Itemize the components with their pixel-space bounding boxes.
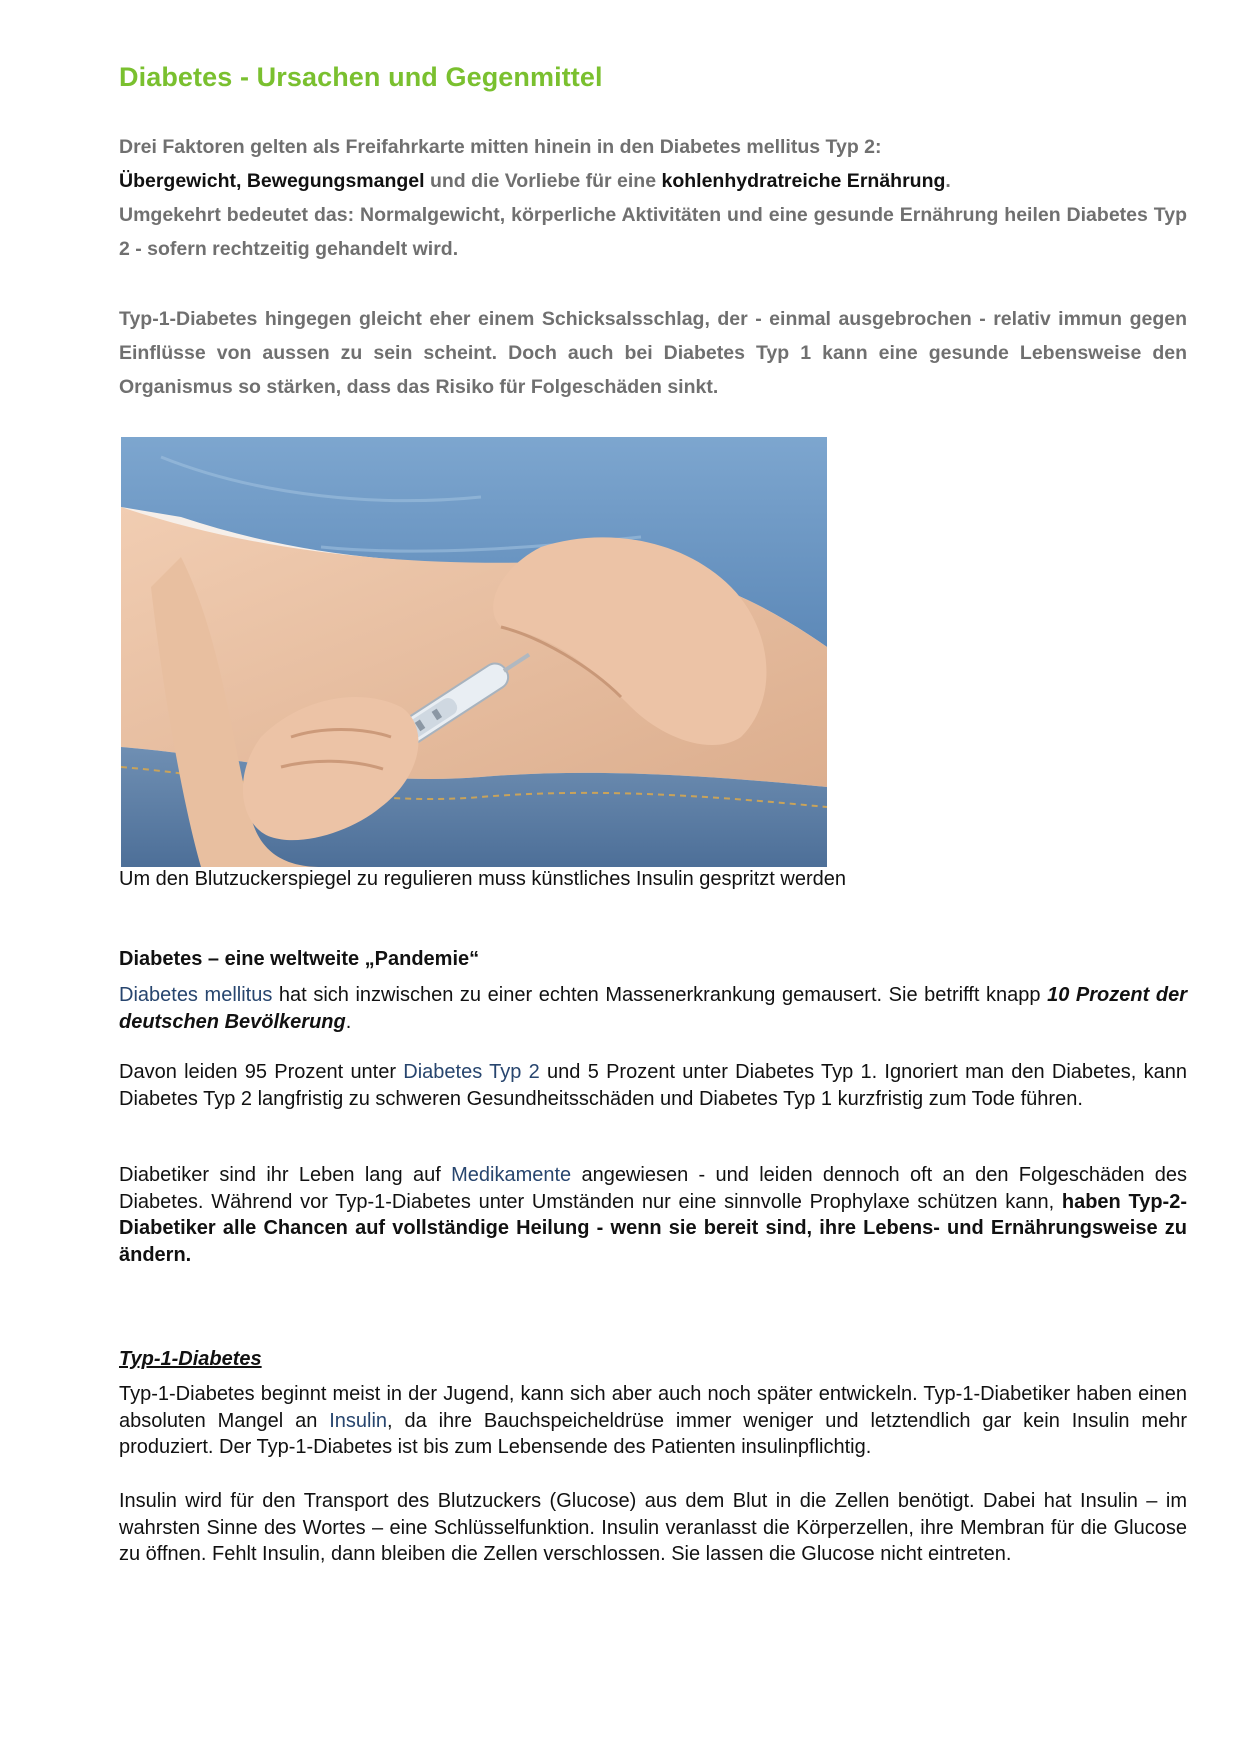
intro-period: . xyxy=(945,170,951,192)
section-heading-typ1: Typ-1-Diabetes xyxy=(119,1348,262,1370)
intro-factor-1: Übergewicht, Bewegungsmangel xyxy=(119,170,425,192)
link-diabetes-mellitus[interactable]: Diabetes mellitus xyxy=(119,984,273,1006)
page-title: Diabetes - Ursachen und Gegenmittel xyxy=(119,62,603,92)
pandemie-p2-b: und 5 Prozent unter Diabetes Typ 1. Ignoriert man den Diabetes, kann Diabetes Typ 2 langfristig zu schweren Gesundheitsschäden und Diabetes Typ 1 kurzfristig zum Tode führen. xyxy=(119,1061,1188,1110)
intro-mid: und die Vorliebe für eine xyxy=(424,170,662,192)
pandemie-paragraph-3 xyxy=(119,1162,1187,1268)
photo-caption: Um den Blutzuckerspiegel zu regulieren muss künstliches Insulin gespritzt werden xyxy=(119,868,847,890)
pandemie-p3-b: angewiesen - und leiden dennoch oft an den Folgeschäden des Diabetes. Während vor Typ-1-Diabetes unter Umständen nur eine sinnvolle Prophylaxe schützen kann, xyxy=(119,1164,1188,1213)
link-diabetes-typ-2[interactable]: Diabetes Typ 2 xyxy=(403,1061,540,1083)
pandemie-paragraph-1 xyxy=(119,982,1187,1035)
pandemie-p1-text: hat sich inzwischen zu einer echten Massenerkrankung gemausert. Sie betrifft knapp xyxy=(272,984,1048,1006)
typ1-p1-b: , da ihre Bauchspeicheldrüse immer weniger und letztendlich gar kein Insulin mehr produziert. Der Typ-1-Diabetes ist bis zum Lebensende des Patienten insulinpflichtig. xyxy=(119,1409,1188,1458)
typ1-p1-a: Typ-1-Diabetes beginnt meist in der Jugend, kann sich aber auch noch später entwickeln. Typ-1-Diabetiker haben einen absoluten Mangel an xyxy=(119,1383,1187,1432)
pandemie-paragraph-2 xyxy=(119,1059,1187,1112)
section-heading-pandemie: Diabetes – eine weltweite „Pandemie“ xyxy=(119,948,480,970)
pandemie-p3-bold: haben Typ-2-Diabetiker alle Chancen auf vollständige Heilung - wenn sie bereit sind, ihre Lebens- und Ernährungsweise zu ändern. xyxy=(119,1190,1187,1266)
pandemie-p1-emphasis: 10 Prozent der deutschen Bevölkerung xyxy=(119,984,1187,1033)
link-insulin[interactable]: Insulin xyxy=(329,1409,388,1432)
typ1-paragraph-2: Insulin wird für den Transport des Blutzuckers (Glucose) aus dem Blut in die Zellen benötigt. Dabei hat Insulin – im wahrsten Sinne des Wortes – eine Schlüsselfunktion. Insulin veranlasst die Körperzellen, ihre Membran für die Glucose zu öffnen. Fehlt Insulin, dann bleiben die Zellen verschlossen. Sie lassen die Glucose nicht eintreten. xyxy=(119,1490,1187,1565)
insulin-injection-photo xyxy=(121,437,827,867)
pandemie-p3-a: Diabetiker sind ihr Leben lang auf xyxy=(119,1164,452,1186)
pandemie-p2-a: Davon leiden 95 Prozent unter xyxy=(119,1061,404,1083)
typ1-paragraph-1 xyxy=(119,1381,1187,1461)
intro-paragraph xyxy=(119,130,1187,266)
intro-rest: Umgekehrt bedeutet das: Normalgewicht, körperliche Aktivitäten und eine gesunde Ernährung heilen Diabetes Typ 2 - sofern rechtzeitig gehandelt wird. xyxy=(119,204,1187,260)
link-medikamente[interactable]: Medikamente xyxy=(451,1164,572,1186)
intro-line-1: Drei Faktoren gelten als Freifahrkarte mitten hinein in den Diabetes mellitus Typ 2: xyxy=(119,136,882,158)
intro-type1-paragraph: Typ-1-Diabetes hingegen gleicht eher einem Schicksalsschlag, der - einmal ausgebrochen - relativ immun gegen Einflüsse von aussen zu sein scheint. Doch auch bei Diabetes Typ 1 kann eine gesunde Lebensweise den Organismus so stärken, dass das Risiko für Folgeschäden sinkt. xyxy=(119,308,1187,398)
intro-factor-2: kohlenhydratreiche Ernährung xyxy=(661,170,946,192)
pandemie-p1-end: . xyxy=(345,1010,352,1033)
